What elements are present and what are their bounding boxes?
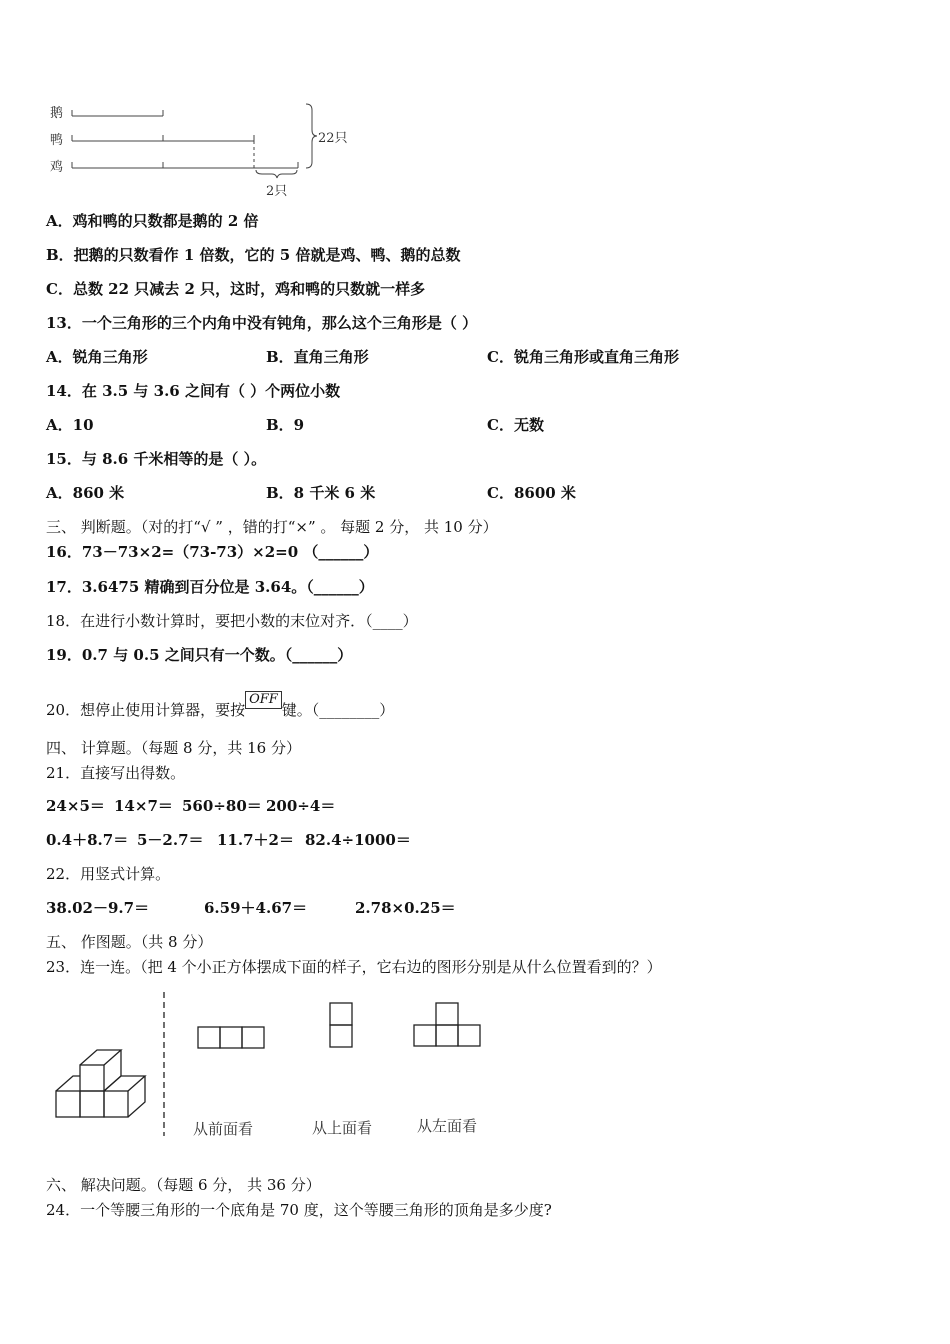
q18: 18．在进行小数计算时，要把小数的末位对齐．（____） [46,612,418,630]
q21-item: 14×7＝ [114,797,173,815]
section3-title: 三、 判断题。（对的打“√ ” ，错的打“×” 。 每题 2 分， 共 10 分） [46,518,498,536]
section5-title: 五、 作图题。（共 8 分） [46,933,213,951]
diagram-label-chicken: 鸡 [50,160,64,175]
q12-option-c: C．总数 22 只减去 2 只，这时，鸡和鸭的只数就一样多 [46,280,426,298]
section6-title: 六、 解决问题。（每题 6 分， 共 36 分） [46,1176,321,1194]
cube-views-figure [0,0,520,1150]
q22-item: 6.59＋4.67＝ [204,899,308,917]
q21-stem: 21．直接写出得数。 [46,764,186,782]
view-label-front: 从前面看 [193,1120,254,1138]
view-label-top: 从上面看 [312,1119,373,1137]
q21-item: 0.4＋8.7＝ [46,831,129,849]
section4-title: 四、 计算题。（每题 8 分，共 16 分） [46,739,301,757]
q17: 17．3.6475 精确到百分位是 3.64。（______） [46,578,374,596]
diagram-label-goose: 鹅 [50,106,64,121]
q24: 24．一个等腰三角形的一个底角是 70 度，这个等腰三角形的顶角是多少度? [46,1201,552,1219]
q16: 16．73－73×2=（73-73）×2=0 （______） [46,543,379,561]
q23-stem: 23．连一连。（把 4 个小正方体摆成下面的样子，它右边的图形分别是从什么位置看到的？） [46,958,662,976]
q13-option-c: C．锐角三角形或直角三角形 [487,348,679,366]
q12-option-b: B．把鹅的只数看作 1 倍数，它的 5 倍就是鸡、鸭、鹅的总数 [46,246,461,264]
q21-item: 82.4÷1000＝ [305,831,411,849]
q15-option-a: A．860 米 [46,484,125,502]
view-label-left: 从左面看 [417,1117,478,1135]
q22-item: 38.02－9.7＝ [46,899,150,917]
q15-option-c: C．8600 米 [487,484,576,502]
q13-option-b: B．直角三角形 [266,348,369,366]
q19: 19．0.7 与 0.5 之间只有一个数。（______） [46,646,353,664]
q21-item: 560÷80＝ [182,797,262,815]
q12-option-a: A．鸡和鸭的只数都是鹅的 2 倍 [46,212,259,230]
q22-item: 2.78×0.25＝ [355,899,456,917]
off-key-icon: OFF [245,691,282,709]
q20-text-after: 键。（________） [281,701,395,719]
q15-option-b: B．8 千米 6 米 [266,484,376,502]
q14-option-b: B．9 [266,416,305,434]
q22-stem: 22．用竖式计算。 [46,865,171,883]
q21-item: 11.7＋2＝ [217,831,294,849]
q14-option-a: A．10 [46,416,94,434]
q20-text-before: 20．想停止使用计算器，要按 [46,701,246,719]
diagram-total-label: 22只 [318,131,348,146]
q14-stem: 14．在 3.5 与 3.6 之间有（ ）个两位小数 [46,382,341,400]
q15-stem: 15．与 8.6 千米相等的是（ ）。 [46,450,267,468]
q21-item: 5－2.7＝ [137,831,204,849]
q21-item: 24×5＝ [46,797,105,815]
diagram-label-duck: 鸭 [50,133,64,148]
q21-item: 200÷4＝ [266,797,336,815]
q13-option-a: A．锐角三角形 [46,348,148,366]
q13-stem: 13．一个三角形的三个内角中没有钝角，那么这个三角形是（ ） [46,314,478,332]
q14-option-c: C．无数 [487,416,544,434]
diagram-diff-label: 2只 [266,184,288,199]
